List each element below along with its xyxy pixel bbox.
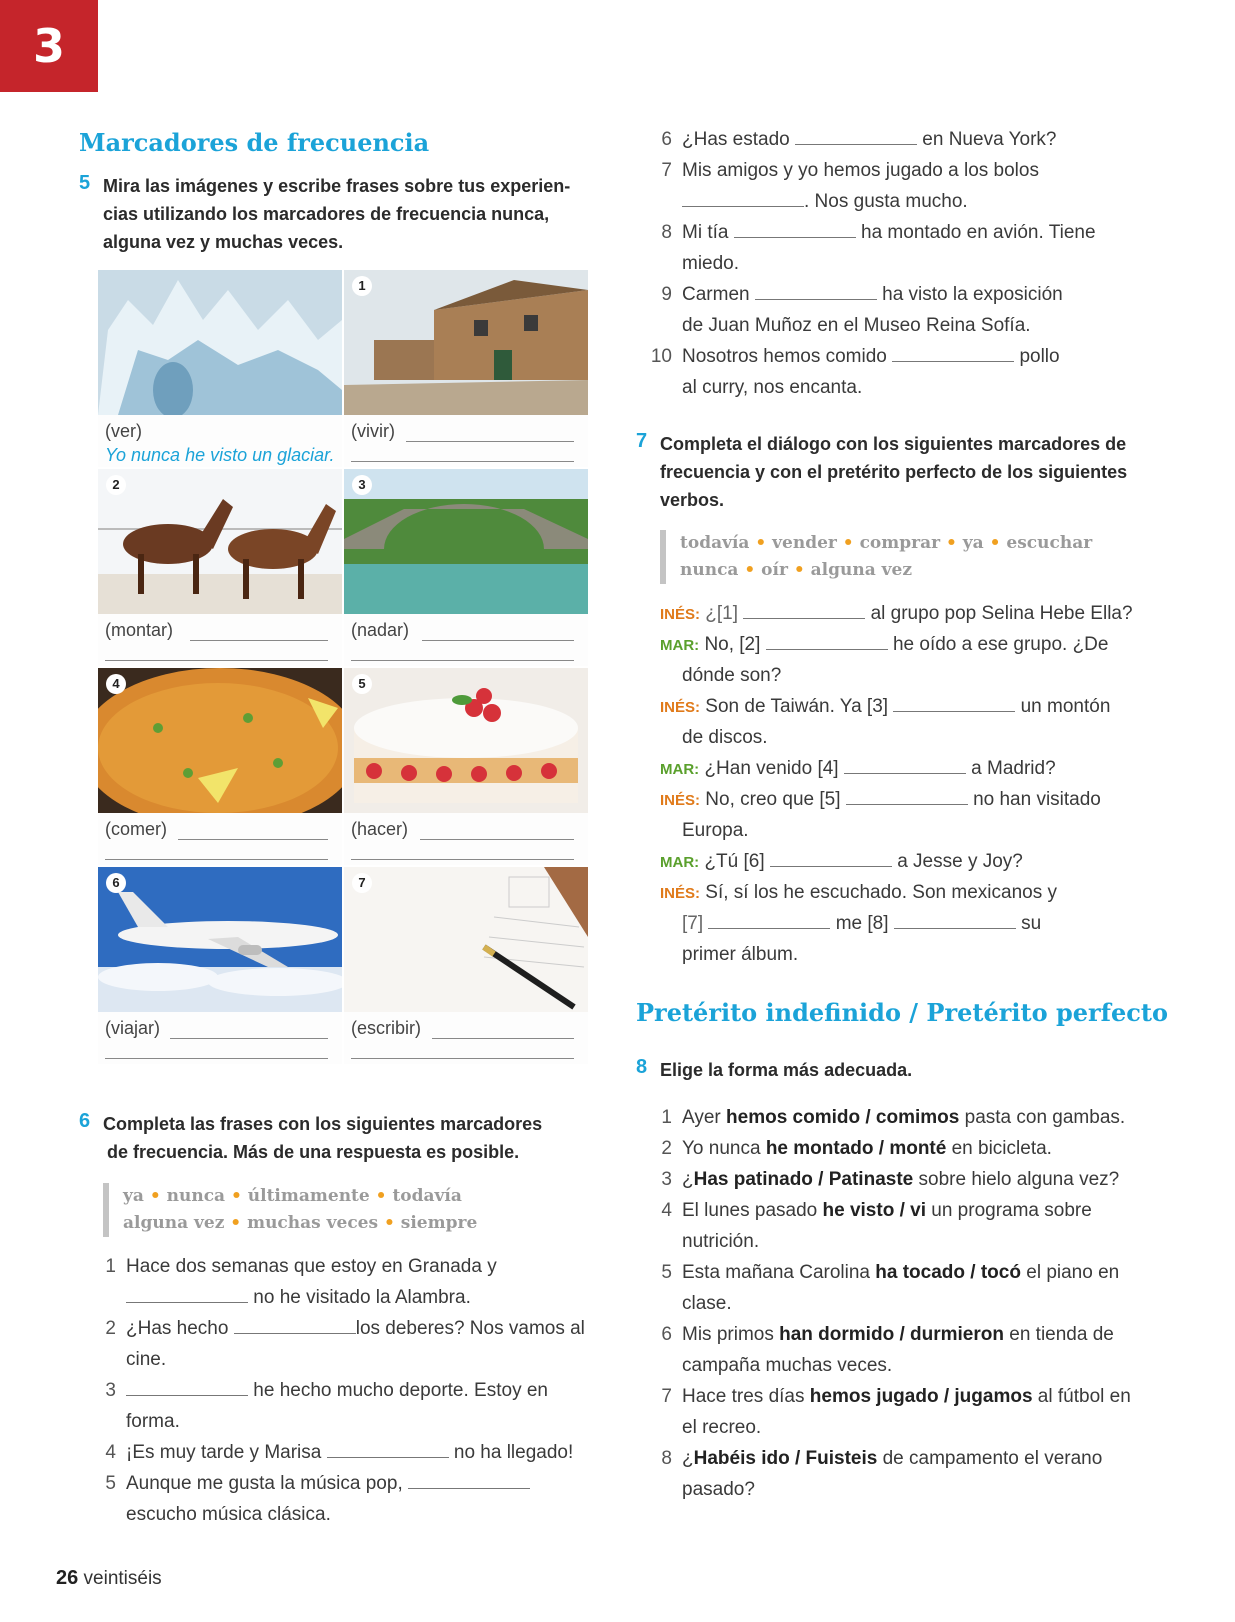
exercise-6-item-8-cont: miedo.	[682, 253, 740, 274]
word-chip: alguna vez	[810, 560, 912, 580]
exercise-6-item-7: 7 Mis amigos y yo hemos jugado a los bolos	[661, 160, 1039, 181]
word-chip: ya	[123, 1186, 144, 1206]
word-chip: todavía	[680, 533, 750, 553]
tile-badge: 7	[352, 873, 372, 893]
tile-bridge	[344, 469, 588, 666]
answer-blank[interactable]	[408, 1470, 530, 1489]
paella-image	[98, 668, 342, 813]
word-chip: oír	[761, 560, 788, 580]
tile-verb: (vivir)	[351, 421, 395, 441]
dialogue-line-2-cont: dónde son?	[682, 665, 782, 686]
exercise-6-item-2: 2 ¿Has hecho los deberes? Nos vamos al	[90, 1313, 585, 1344]
exercise-8-item-5: 5 Esta mañana Carolina ha tocado / tocó el piano en	[661, 1262, 1120, 1283]
answer-blank[interactable]	[766, 631, 888, 650]
dialogue-line-3-cont: de discos.	[682, 727, 768, 748]
answer-line[interactable]	[105, 859, 328, 860]
tile-verb: (ver)	[105, 421, 142, 441]
exercise-7-number: 7	[636, 430, 648, 452]
strawberry-cake-image	[344, 668, 588, 813]
exercise-8-item-6-cont: campaña muchas veces.	[682, 1355, 893, 1376]
tile-badge: 1	[352, 276, 372, 296]
tile-badge: 3	[352, 475, 372, 495]
exercise-6-item-4: 4 ¡Es muy tarde y Marisa no ha llegado!	[90, 1437, 573, 1468]
answer-blank[interactable]	[327, 1439, 449, 1458]
tile-verb: (escribir)	[351, 1018, 421, 1038]
exercise-8-item-4: 4 El lunes pasado he visto / vi un programa sobre	[661, 1200, 1092, 1221]
answer-blank[interactable]	[795, 126, 917, 145]
answer-line[interactable]	[420, 839, 574, 840]
dialogue-line-2: MAR: No, [2] he oído a ese grupo. ¿De	[660, 629, 1108, 661]
answer-line[interactable]	[351, 859, 574, 860]
tile-verb: (viajar)	[105, 1018, 161, 1038]
tile-cake	[344, 668, 588, 865]
word-chip: alguna vez	[123, 1213, 225, 1233]
answer-line[interactable]	[422, 640, 574, 641]
dialogue-line-4: MAR: ¿Han venido [4] a Madrid?	[660, 753, 1056, 785]
exercise-6-instructions: Completa las frases con los siguientes marcadores de frecuencia. Más de una respuesta es posible.	[103, 1114, 543, 1162]
exercise-6-item-9: 9 Carmen ha visto la exposición	[646, 279, 1063, 310]
tile-verb: (nadar)	[351, 620, 410, 640]
horses-image	[98, 469, 342, 614]
exercise-8-item-1: 1 Ayer hemos comido / comimos pasta con gambas.	[661, 1107, 1126, 1128]
word-chip: escuchar	[1006, 533, 1093, 553]
exercise-6-number: 6	[79, 1110, 91, 1132]
tile-airplane	[98, 867, 342, 1064]
exercise-6-item-7-cont: . Nos gusta mucho.	[682, 186, 968, 217]
exercise-8-instructions: Elige la forma más adecuada.	[660, 1060, 913, 1080]
dialogue-line-5: INÉS: No, creo que [5] no han visitado	[660, 784, 1101, 816]
dialogue-line-9: primer álbum.	[682, 944, 799, 965]
option-choice[interactable]: Has patinado / Patinaste	[693, 1169, 914, 1190]
tile-glacier	[98, 270, 342, 467]
option-choice[interactable]: he visto / vi	[822, 1200, 926, 1221]
exercise-6-item-10-cont: al curry, nos encanta.	[682, 377, 863, 398]
exercise-5-instructions: Mira las imágenes y escribe frases sobre tus experien- cias utilizando los marcadores de frecuencia nunca, alguna vez y muchas veces.	[103, 176, 571, 252]
exercise-7-word-box: todavía • vender • comprar • ya • escuchar nunca • oír • alguna vez	[660, 530, 1092, 584]
tile-postcard	[344, 867, 588, 1064]
answer-blank[interactable]	[846, 786, 968, 805]
village-street-image	[344, 270, 588, 415]
answer-blank[interactable]	[892, 343, 1014, 362]
airplane-image	[98, 867, 342, 1012]
answer-blank[interactable]	[126, 1284, 248, 1303]
exercise-6-item-6: 6 ¿Has estado en Nueva York?	[646, 124, 1056, 155]
exercise-8-number: 8	[636, 1056, 648, 1078]
answer-blank[interactable]	[770, 848, 892, 867]
section-title-preterito: Pretérito indefinido / Pretérito perfecto	[636, 998, 1168, 1027]
exercise-6-item-1: 1 Hace dos semanas que estoy en Granada y	[105, 1256, 497, 1277]
dialogue-line-5-cont: Europa.	[682, 820, 749, 841]
exercise-6-item-3-cont: forma.	[126, 1411, 180, 1432]
tile-badge: 4	[106, 674, 126, 694]
word-chip: nunca	[166, 1186, 226, 1206]
page-number: 26 veintiséis	[56, 1567, 162, 1589]
exercise-6-word-box: ya • nunca • últimamente • todavía alguna vez • muchas veces • siempre	[103, 1183, 477, 1237]
answer-blank[interactable]	[894, 910, 1016, 929]
answer-blank[interactable]	[126, 1377, 248, 1396]
postcard-pen-image	[344, 867, 588, 1012]
answer-blank[interactable]	[755, 281, 877, 300]
word-chip: nunca	[680, 560, 739, 580]
exercise-8-item-8: 8 ¿Habéis ido / Fuisteis de campamento el verano	[661, 1448, 1103, 1469]
stone-bridge-image	[344, 469, 588, 614]
word-chip: comprar	[859, 533, 941, 553]
dialogue-line-8: [7] me [8] su	[682, 908, 1041, 939]
word-chip: últimamente	[247, 1186, 370, 1206]
tile-badge: 5	[352, 674, 372, 694]
answer-line[interactable]	[351, 660, 574, 661]
word-chip: todavía	[392, 1186, 462, 1206]
exercise-6-item-3: 3 he hecho mucho deporte. Estoy en	[90, 1375, 548, 1406]
tile-horses	[98, 469, 342, 666]
tile-badge: 6	[106, 873, 126, 893]
answer-blank[interactable]	[682, 188, 804, 207]
tile-village	[344, 270, 588, 467]
word-chip: siempre	[400, 1213, 478, 1233]
answer-line[interactable]	[351, 461, 574, 462]
tile-verb: (hacer)	[351, 819, 409, 839]
answer-blank[interactable]	[734, 219, 856, 238]
option-choice[interactable]: he montado / monté	[765, 1138, 947, 1159]
answer-line[interactable]	[105, 1058, 328, 1059]
option-choice[interactable]: Habéis ido / Fuisteis	[693, 1448, 878, 1469]
exercise-6-item-8: 8 Mi tía ha montado en avión. Tiene	[646, 217, 1096, 248]
exercise-6-item-2-cont: cine.	[126, 1349, 167, 1370]
exercise-8-item-8-cont: pasado?	[682, 1479, 755, 1500]
option-choice[interactable]: hemos comido / comimos	[726, 1107, 960, 1128]
model-sentence: Yo nunca he visto un glaciar.	[105, 445, 335, 465]
option-choice[interactable]: han dormido / durmieron	[779, 1324, 1004, 1345]
exercise-8-item-4-cont: nutrición.	[682, 1231, 760, 1252]
exercise-8-item-7-cont: el recreo.	[682, 1417, 762, 1438]
word-chip: muchas veces	[247, 1213, 379, 1233]
answer-line[interactable]	[351, 1058, 574, 1059]
word-chip: ya	[962, 533, 984, 553]
dialogue-line-7: INÉS: Sí, sí los he escuchado. Son mexicanos y	[660, 882, 1057, 903]
exercise-6-item-5: 5 Aunque me gusta la música pop,	[90, 1468, 530, 1499]
answer-blank[interactable]	[743, 600, 865, 619]
answer-line[interactable]	[432, 1038, 574, 1039]
exercise-8-item-7: 7 Hace tres días hemos jugado / jugamos al fútbol en	[661, 1386, 1131, 1407]
glacier-image	[98, 270, 342, 415]
exercise-7-instructions: Completa el diálogo con los siguientes marcadores de frecuencia y con el pretérito perfecto de los siguientes verbos.	[660, 434, 1128, 510]
answer-blank[interactable]	[893, 693, 1015, 712]
answer-line[interactable]	[170, 1038, 328, 1039]
answer-line[interactable]	[105, 660, 328, 661]
section-title-frecuencia: Marcadores de frecuencia	[79, 128, 430, 157]
exercise-5-number: 5	[79, 172, 91, 194]
answer-blank[interactable]	[234, 1315, 356, 1334]
option-choice[interactable]: hemos jugado / jugamos	[809, 1386, 1033, 1407]
exercise-6-item-5-cont: escucho música clásica.	[126, 1504, 331, 1525]
answer-line[interactable]	[178, 839, 328, 840]
option-choice[interactable]: ha tocado / tocó	[875, 1262, 1021, 1283]
answer-blank[interactable]	[844, 755, 966, 774]
tile-badge: 2	[106, 475, 126, 495]
dialogue-line-3: INÉS: Son de Taiwán. Ya [3] un montón	[660, 691, 1110, 723]
exercise-6-item-10: 10 Nosotros hemos comido pollo	[646, 341, 1060, 372]
exercise-8-item-5-cont: clase.	[682, 1293, 732, 1314]
word-chip: vender	[772, 533, 837, 553]
dialogue-line-1: INÉS: ¿[1] al grupo pop Selina Hebe Ella?	[660, 598, 1133, 630]
dialogue-line-6: MAR: ¿Tú [6] a Jesse y Joy?	[660, 846, 1023, 878]
tile-verb: (montar)	[105, 620, 174, 640]
answer-line[interactable]	[406, 441, 574, 442]
exercise-6-item-9-cont: de Juan Muñoz en el Museo Reina Sofía.	[682, 315, 1031, 336]
answer-blank[interactable]	[708, 910, 830, 929]
exercise-8-item-3: 3 ¿Has patinado / Patinaste sobre hielo alguna vez?	[661, 1169, 1120, 1190]
exercise-6-item-1-cont: no he visitado la Alambra.	[126, 1282, 471, 1313]
unit-number-tab: 3	[0, 0, 98, 92]
tile-verb: (comer)	[105, 819, 167, 839]
tile-paella	[98, 668, 342, 865]
exercise-8-item-2: 2 Yo nunca he montado / monté en bicicleta.	[661, 1138, 1052, 1159]
exercise-8-item-6: 6 Mis primos han dormido / durmieron en tienda de	[661, 1324, 1114, 1345]
answer-line[interactable]	[190, 640, 328, 641]
